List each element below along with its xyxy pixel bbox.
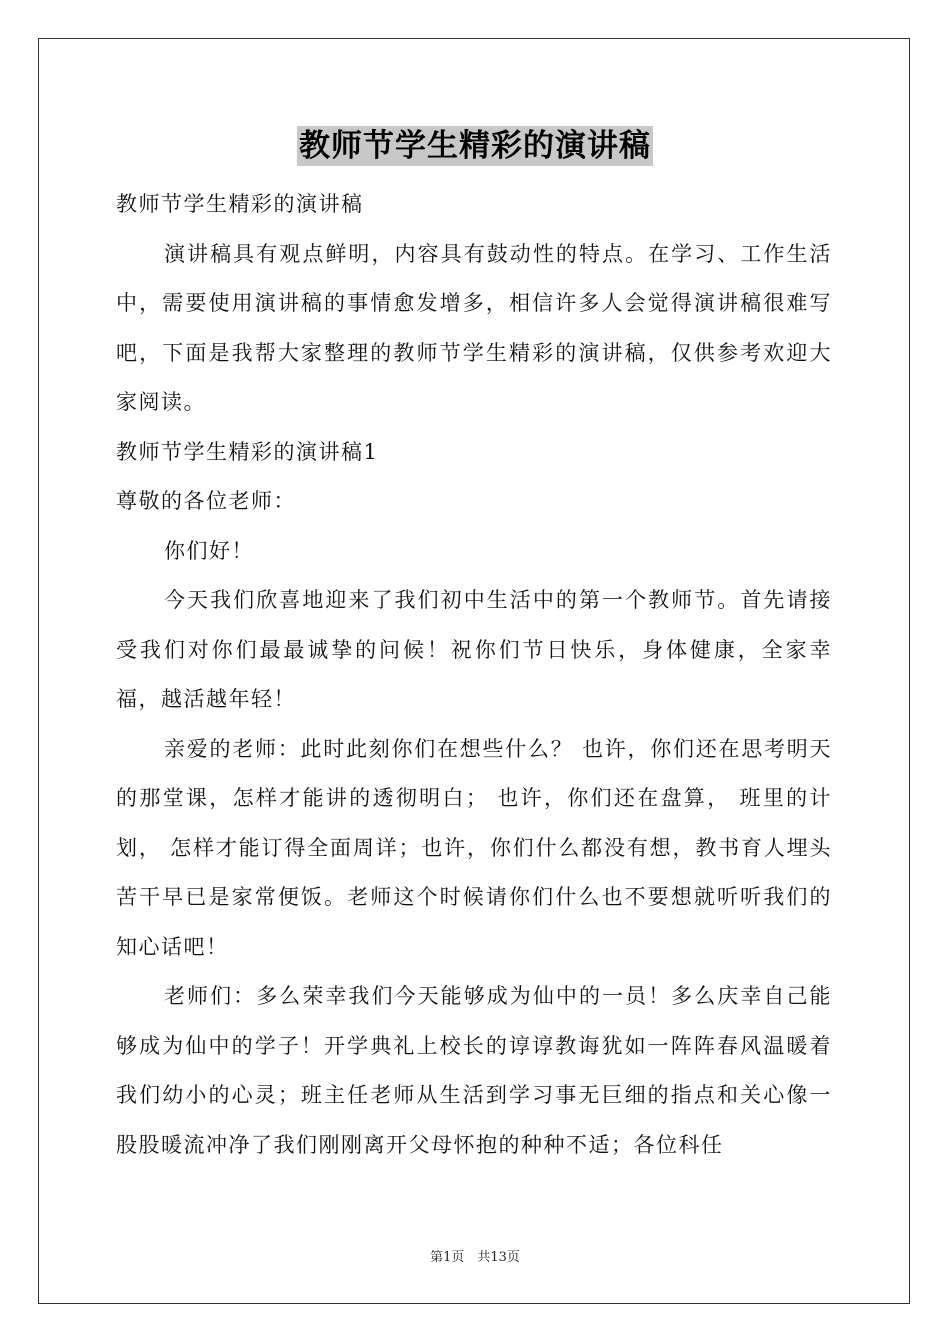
salutation: 尊敬的各位老师：	[116, 489, 296, 513]
document-title: 教师节学生精彩的演讲稿	[299, 128, 651, 164]
page-footer	[0, 1246, 950, 1265]
page-number: 第1页 共13页	[430, 1250, 520, 1265]
body-paragraph: 今天我们欣喜地迎来了我们初中生活中的第一个教师节。首先请接受我们对你们最最诚挚的问候！祝你们节日快乐，身体健康，全家幸福，越活越年轻！	[116, 588, 832, 711]
body-paragraph: 老师们：多么荣幸我们今天能够成为仙中的一员！多么庆幸自己能够成为仙中的学子！开学典礼上校长的谆谆教诲犹如一阵阵春风温暖着我们幼小的心灵；班主任老师从生活到学习事无巨细的指点和关心像一股股暖流冲净了我们刚刚离开父母怀抱的种种不适；各位科任	[116, 984, 832, 1157]
greeting: 你们好！	[164, 538, 254, 563]
subtitle-line: 教师节学生精彩的演讲稿	[116, 192, 364, 216]
title-area	[0, 126, 950, 166]
body-paragraph: 亲爱的老师：此时此刻你们在想些什么？ 也许，你们还在思考明天的那堂课，怎样才能讲的透彻明白； 也许，你们还在盘算， 班里的计划， 怎样才能订得全面周详；也许，你们什么都没有想，教书育人埋头苦干早已是家常便饭。老师这个时候请你们什么也不要想就听听我们的知心话吧！	[116, 736, 832, 959]
section-heading: 教师节学生精彩的演讲稿1	[116, 439, 379, 464]
document-body	[116, 180, 832, 1170]
intro-paragraph: 演讲稿具有观点鲜明，内容具有鼓动性的特点。在学习、工作生活中，需要使用演讲稿的事情愈发增多，相信许多人会觉得演讲稿很难写吧，下面是我帮大家整理的教师节学生精彩的演讲稿，仅供参考欢迎大家阅读。	[116, 241, 832, 414]
